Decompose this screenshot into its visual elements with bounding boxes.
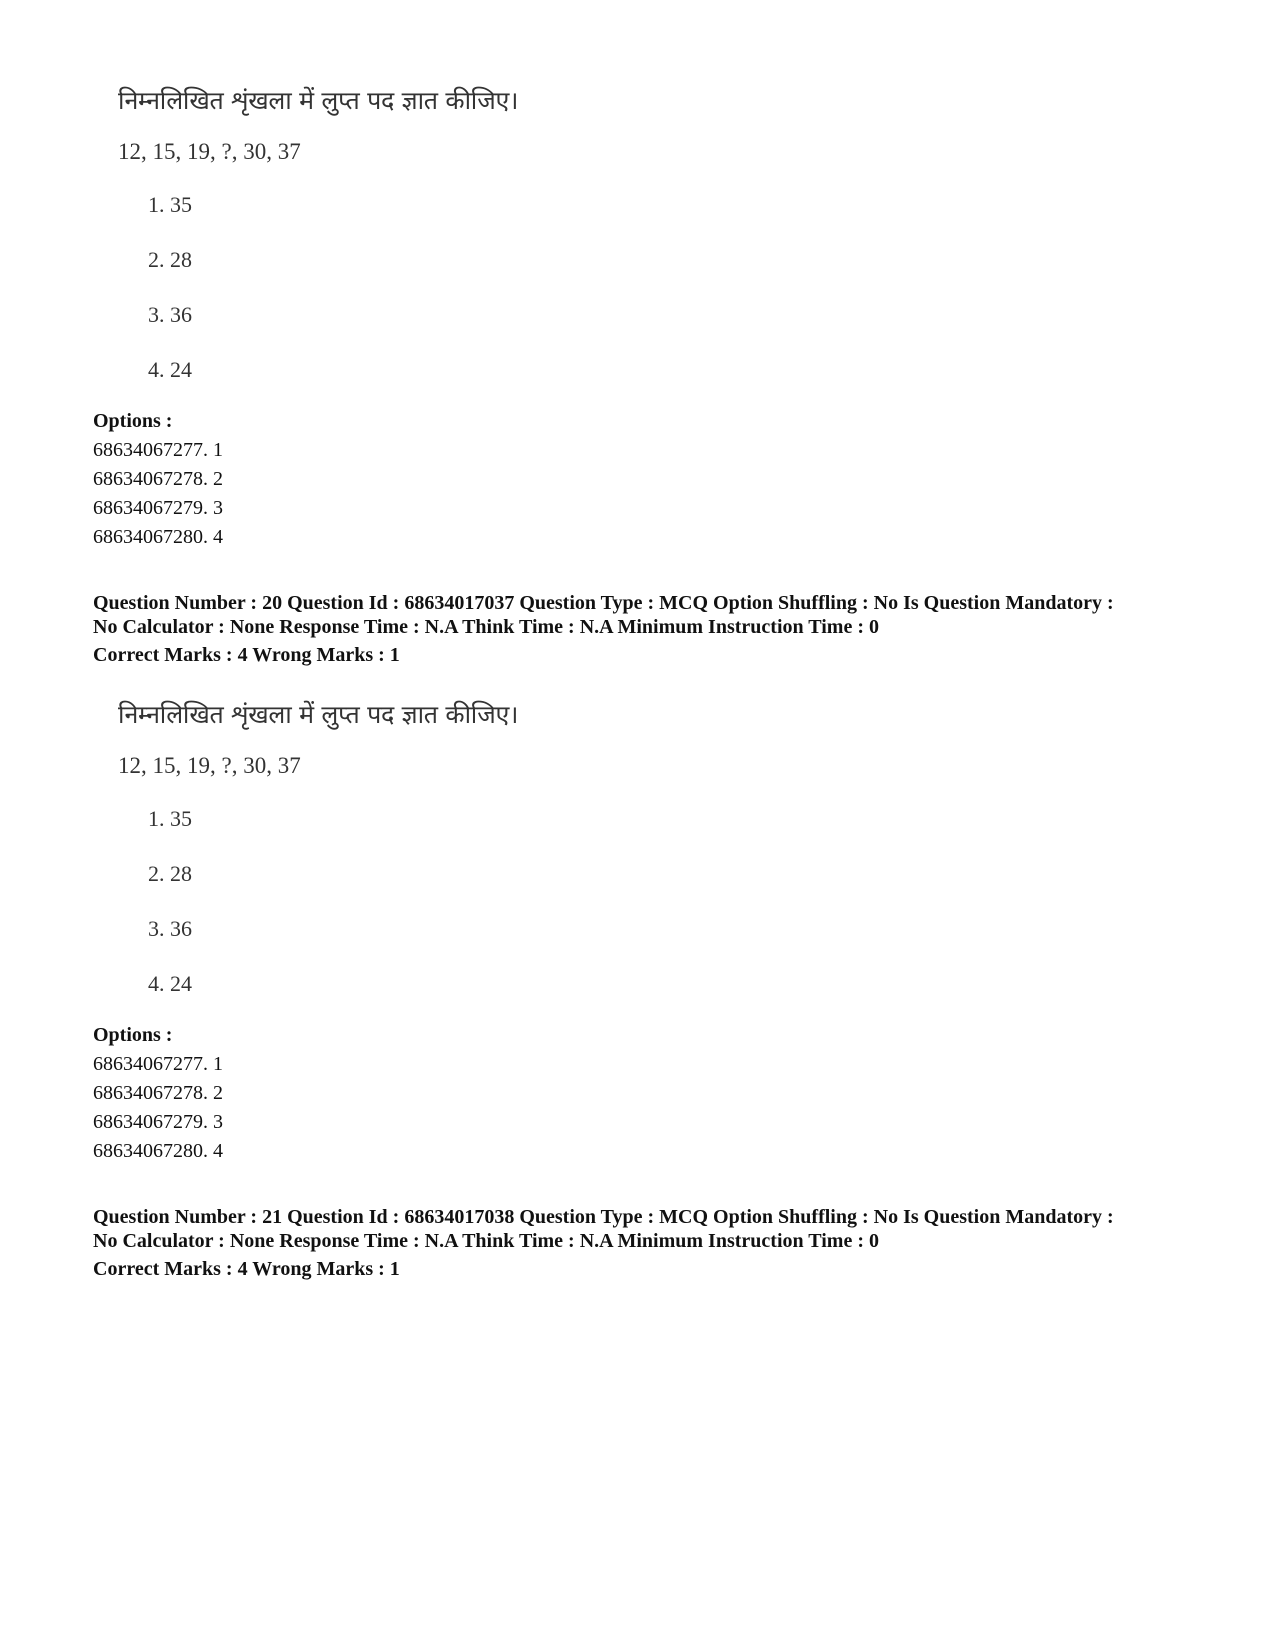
choice-3: 3. 36 [148,916,192,941]
choice-1: 1. 35 [148,806,192,831]
option-line: 68634067279. 3 [93,1111,223,1133]
option-line: 68634067280. 4 [93,526,223,548]
option-line: 68634067279. 3 [93,497,223,519]
question-20-options [93,1021,1213,1166]
question-21-header [93,1205,1213,1281]
question-prompt: निम्नलिखित शृंखला में लुप्त पद ज्ञात कीजिए। [118,700,519,729]
number-series: 12, 15, 19, ?, 30, 37 [118,139,301,164]
choice-4: 4. 24 [148,971,192,996]
choice-2: 2. 28 [148,247,192,272]
question-19-image [118,86,638,383]
question-marks: Correct Marks : 4 Wrong Marks : 1 [93,1258,400,1280]
options-heading: Options : [93,1024,173,1046]
option-line: 68634067278. 2 [93,1082,223,1104]
number-series: 12, 15, 19, ?, 30, 37 [118,753,301,778]
choice-3: 3. 36 [148,302,192,327]
question-marks: Correct Marks : 4 Wrong Marks : 1 [93,644,400,666]
choice-1: 1. 35 [148,192,192,217]
question-meta-line-1: Question Number : 21 Question Id : 68634017038 Question Type : MCQ Option Shuffling : No Is Question Mandatory : [93,1206,1114,1228]
question-meta-line-1: Question Number : 20 Question Id : 68634017037 Question Type : MCQ Option Shuffling : No Is Question Mandatory : [93,592,1114,614]
question-19-options [93,407,1213,552]
question-meta-line-2: No Calculator : None Response Time : N.A Think Time : N.A Minimum Instruction Time : 0 [93,1230,879,1252]
question-prompt: निम्नलिखित शृंखला में लुप्त पद ज्ञात कीजिए। [118,86,519,115]
choice-2: 2. 28 [148,861,192,886]
question-20-image [118,700,638,997]
option-line: 68634067277. 1 [93,439,223,461]
options-heading: Options : [93,410,173,432]
question-meta-line-2: No Calculator : None Response Time : N.A Think Time : N.A Minimum Instruction Time : 0 [93,616,879,638]
choice-4: 4. 24 [148,357,192,382]
option-line: 68634067277. 1 [93,1053,223,1075]
option-line: 68634067280. 4 [93,1140,223,1162]
question-20-header [93,591,1213,667]
option-line: 68634067278. 2 [93,468,223,490]
